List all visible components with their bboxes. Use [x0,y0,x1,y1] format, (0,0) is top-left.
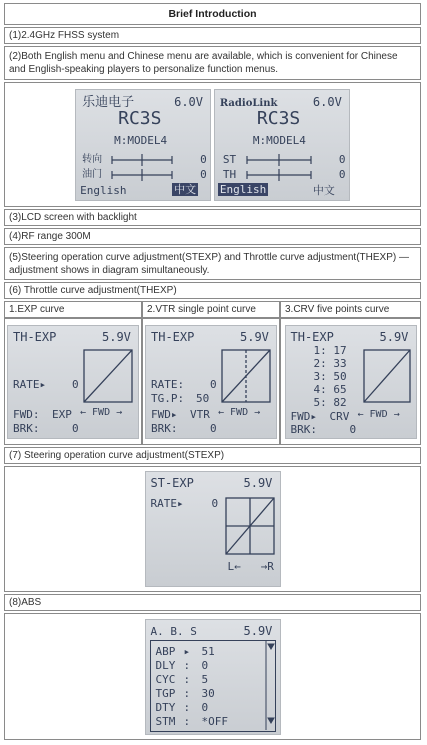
lcd-brand: 乐迪电子 [82,94,135,110]
lcd-english-menu [214,89,350,201]
lcd-rate-value: 0 [211,497,219,510]
lcd-screen-title: TH-EXP [13,329,57,344]
lcd-channel-st-value: 0 [338,152,346,166]
lcd-lang-english-selected: English [219,182,267,196]
lcd-abs-row-k: DLY [155,658,176,672]
curve-label-crv: 3.CRV five points curve [280,301,421,318]
lcd-abs-row-k: ABP [155,644,176,658]
item-rf-range: (4)RF range 300M [4,228,421,245]
lcd-lang-chinese: 中文 [312,183,335,197]
lcd-abs-row-m: : [183,658,191,672]
lcd-channel-th-value: 0 [338,167,346,181]
lcd-rate-label: RATE▸ [150,497,184,510]
lcd-screen-title: TH-EXP [290,329,334,344]
lcd-crv-curve [285,325,417,439]
lcd-brk-value: 0 [349,422,357,436]
lcd-model-slot: M:MODEL4 [252,133,306,147]
item-throttle-curve: (6) Throttle curve adjustment(THEXP) [4,282,421,299]
lcd-brk-value: 0 [210,421,217,435]
lcd-chinese-menu [75,89,211,201]
lcd-abs-row-k: STM [155,714,176,728]
lcd-point-3: 3: 50 [313,369,347,383]
lcd-rate-label: RATE▸ [13,377,47,391]
lcd-brk-label: BRK: [290,422,317,436]
item-menu-language: (2)Both English menu and Chinese menu are available, which is convenient for Chinese and English-speaking players to personalize function menus. [4,46,421,80]
lcd-fwd-arrows: ← FWD → [80,406,123,418]
lcd-language-images [4,82,421,207]
lcd-rate-value: 0 [72,377,79,391]
lcd-voltage: 5.9V [243,623,273,638]
lcd-abs-row-m: ▸ [183,644,191,658]
lcd-point-4: 4: 65 [313,382,347,396]
lcd-point-5: 5: 82 [313,395,347,409]
lcd-model-name: RC3S [256,107,301,129]
lcd-fwd-label: FWD: [13,407,40,421]
lcd-lang-english: English [80,183,127,197]
lcd-screen-title: TH-EXP [151,329,195,344]
lcd-channel-steering: 转向 [82,153,103,165]
lcd-abs-row-m: : [183,672,191,686]
lcd-abs-row-m: : [183,714,191,728]
lcd-fwd-arrows: ← FWD → [357,408,400,420]
lcd-point-1: 1: 17 [313,343,347,357]
lcd-vtr-curve [145,325,277,439]
lcd-abs-row-v: 0 [201,658,209,672]
lcd-rate-value: 0 [210,377,217,391]
lcd-left-right-arrows: L← →R [227,560,274,573]
lcd-abs-row-v: *OFF [201,714,228,728]
lcd-voltage: 6.0V [312,94,342,109]
curve-types-grid [4,301,421,445]
lcd-tgp-value: 50 [196,391,210,405]
lcd-voltage: 5.9V [240,329,269,344]
lcd-brk-label: BRK: [13,421,40,435]
lcd-abs [145,619,281,735]
lcd-steering-exp [145,471,281,587]
table-title: Brief Introduction [4,3,421,25]
lcd-channel-throttle-value: 0 [200,167,207,181]
lcd-screen-title: ST-EXP [150,476,194,490]
lcd-brk-label: BRK: [151,421,178,435]
lcd-screen-title: A. B. S [150,624,197,638]
intro-table [2,1,423,742]
lcd-model-slot: M:MODEL4 [114,133,168,147]
lcd-channel-throttle: 油门 [82,168,103,180]
lcd-fwd-label: FWD▸ [290,409,317,423]
lcd-fwd-label: FWD▸ [151,407,178,421]
lcd-abs-row-m: : [183,686,191,700]
lcd-voltage: 5.9V [102,329,131,344]
lcd-lang-chinese-selected: 中文 [174,182,197,196]
lcd-voltage: 5.9V [243,476,273,490]
lcd-exp-curve [7,325,139,439]
lcd-channel-th: TH [222,167,237,181]
lcd-abs-row-v: 30 [201,686,215,700]
item-abs: (8)ABS [4,594,421,611]
lcd-fwd-value: CRV [329,409,350,423]
lcd-abs-row-v: 0 [201,700,209,714]
lcd-point-2: 2: 33 [313,356,347,370]
lcd-fwd-arrows: ← FWD → [218,406,261,418]
item-lcd-backlight: (3)LCD screen with backlight [4,209,421,226]
lcd-brand: RadioLink [219,97,278,109]
lcd-abs-row-v: 51 [201,644,215,658]
lcd-fwd-value: VTR [190,407,210,421]
item-steering-curve: (7) Steering operation curve adjustment(STEXP) [4,447,421,464]
lcd-rate-label: RATE: [151,377,185,391]
lcd-tgp-label: TG.P: [151,391,185,405]
lcd-brk-value: 0 [72,421,79,435]
lcd-voltage: 6.0V [174,94,204,109]
item-fhss: (1)2.4GHz FHSS system [4,27,421,44]
lcd-abs-row-v: 5 [201,672,209,686]
lcd-abs-row-k: DTY [155,700,176,714]
lcd-fwd-value: EXP [52,407,72,421]
curve-label-exp: 1.EXP curve [4,301,142,318]
lcd-model-name: RC3S [118,107,162,129]
item-curve-adjustment: (5)Steering operation curve adjustment(STEXP) and Throttle curve adjustment(THEXP) —adjustment shows in diagram simultaneously. [4,247,421,280]
lcd-channel-st: ST [222,152,237,166]
lcd-voltage: 5.9V [379,329,409,344]
curve-label-vtr: 2.VTR single point curve [142,301,280,318]
lcd-abs-row-k: TGP [155,686,176,700]
lcd-abs-row-k: CYC [155,672,176,686]
lcd-channel-steering-value: 0 [200,152,207,166]
lcd-abs-row-m: : [183,700,191,714]
